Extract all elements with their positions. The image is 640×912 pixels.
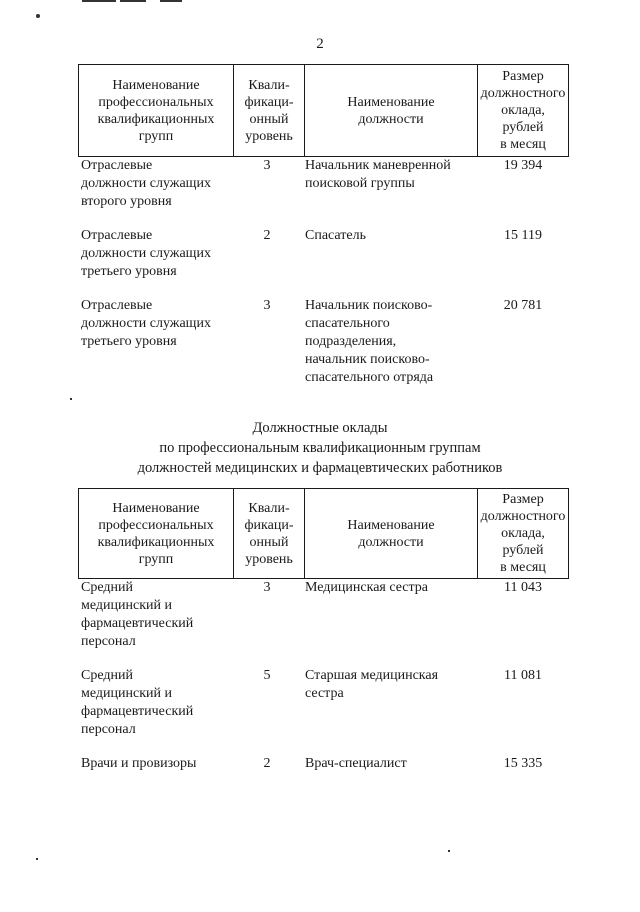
scan-mark	[120, 0, 146, 2]
header-line: Наименование	[347, 517, 435, 533]
cell-line: персонал	[81, 634, 136, 649]
header-position-name	[305, 489, 478, 579]
cell-line: подразделения,	[305, 334, 397, 349]
cell-line: персонал	[81, 722, 136, 737]
section-title	[0, 418, 640, 478]
header-salary	[478, 489, 569, 579]
cell-line: Медицинская сестра	[305, 580, 429, 595]
header-position-name	[305, 65, 478, 157]
cell-line: сестра	[305, 686, 344, 701]
cell-line: Отраслевые	[81, 228, 153, 243]
row-salary: 20 781	[503, 298, 543, 313]
scan-speck	[36, 858, 38, 860]
table1-header	[78, 64, 569, 157]
row-level: 2	[263, 228, 271, 243]
row-group	[81, 297, 231, 351]
cell-line: Отраслевые	[81, 298, 153, 313]
row-salary: 11 081	[504, 668, 542, 683]
cell-line: фармацевтический	[81, 704, 194, 719]
header-line: Наименование	[347, 94, 435, 110]
section-title-line: по профессиональным квалификационным группам	[159, 440, 481, 456]
header-line: должностного	[480, 86, 566, 101]
row-level: 3	[263, 158, 271, 173]
scan-mark	[82, 0, 116, 2]
section-title-line: Должностные оклады	[252, 420, 388, 436]
cell-line: спасательного отряда	[305, 370, 434, 385]
row-salary: 19 394	[503, 158, 543, 173]
header-line: профессиональных	[98, 517, 214, 533]
row-level: 3	[263, 298, 271, 313]
header-group-name	[79, 489, 234, 579]
header-line: Размер	[502, 69, 544, 84]
cell-line: Врач-специалист	[305, 756, 407, 771]
header-line: уровень	[245, 551, 293, 567]
row-group	[81, 227, 231, 281]
cell-line: Спасатель	[305, 228, 366, 243]
row-salary: 15 335	[503, 756, 543, 771]
cell-line: медицинский и	[81, 686, 172, 701]
header-line: оклада,	[501, 103, 545, 118]
header-line: Размер	[502, 492, 544, 507]
header-line: должностного	[480, 509, 566, 524]
header-line: уровень	[245, 128, 293, 144]
row-level: 5	[263, 668, 271, 683]
cell-line: спасательного	[305, 316, 390, 331]
header-group-name	[79, 65, 234, 157]
row-position	[305, 755, 475, 773]
row-level: 3	[263, 580, 271, 595]
row-position	[305, 579, 475, 597]
row-group	[81, 755, 231, 773]
row-position	[305, 667, 475, 703]
cell-line: медицинский и	[81, 598, 172, 613]
header-line: должности	[358, 534, 424, 550]
header-line: Наименование	[112, 500, 200, 516]
scan-mark	[160, 0, 182, 2]
row-position	[305, 227, 475, 245]
header-salary	[478, 65, 569, 157]
cell-line: должности служащих	[81, 176, 211, 191]
cell-line: начальник поисково-	[305, 352, 430, 367]
header-line: Наименование	[112, 77, 200, 93]
cell-line: Средний	[81, 668, 133, 683]
row-salary: 15 119	[504, 228, 542, 243]
header-line: групп	[138, 551, 174, 567]
header-line: фикаци-	[244, 94, 294, 110]
header-line: в месяц	[500, 560, 546, 575]
header-line: Квали-	[248, 77, 290, 93]
header-line: должности	[358, 111, 424, 127]
cell-line: Старшая медицинская	[305, 668, 439, 683]
row-level: 2	[263, 756, 271, 771]
header-line: профессиональных	[98, 94, 214, 110]
row-group	[81, 667, 231, 739]
row-position	[305, 297, 475, 387]
header-line: онный	[249, 111, 289, 127]
section-title-line: должностей медицинских и фармацевтических работников	[137, 460, 503, 476]
scan-mark	[36, 14, 40, 18]
row-salary: 11 043	[504, 580, 542, 595]
header-line: фикаци-	[244, 517, 294, 533]
header-line: Квали-	[248, 500, 290, 516]
header-line: онный	[249, 534, 289, 550]
header-qualification-level	[234, 65, 305, 157]
header-line: групп	[138, 128, 174, 144]
cell-line: второго уровня	[81, 194, 172, 209]
page-number: 2	[316, 36, 324, 52]
cell-line: Начальник поисково-	[305, 298, 433, 313]
cell-line: должности служащих	[81, 246, 211, 261]
table2-header	[78, 488, 569, 579]
scan-speck	[70, 398, 72, 400]
cell-line: поисковой группы	[305, 176, 415, 191]
cell-line: Врачи и провизоры	[81, 756, 197, 771]
cell-line: фармацевтический	[81, 616, 194, 631]
header-line: квалификационных	[97, 534, 215, 550]
header-line: оклада,	[501, 526, 545, 541]
row-group	[81, 157, 231, 211]
cell-line: третьего уровня	[81, 334, 177, 349]
cell-line: Начальник маневренной	[305, 158, 451, 173]
header-line: в месяц	[500, 137, 546, 152]
row-position	[305, 157, 475, 193]
scan-speck	[448, 850, 450, 852]
header-line: рублей	[502, 543, 544, 558]
cell-line: Средний	[81, 580, 133, 595]
header-line: квалификационных	[97, 111, 215, 127]
header-line: рублей	[502, 120, 544, 135]
header-qualification-level	[234, 489, 305, 579]
row-group	[81, 579, 231, 651]
cell-line: должности служащих	[81, 316, 211, 331]
cell-line: Отраслевые	[81, 158, 153, 173]
cell-line: третьего уровня	[81, 264, 177, 279]
